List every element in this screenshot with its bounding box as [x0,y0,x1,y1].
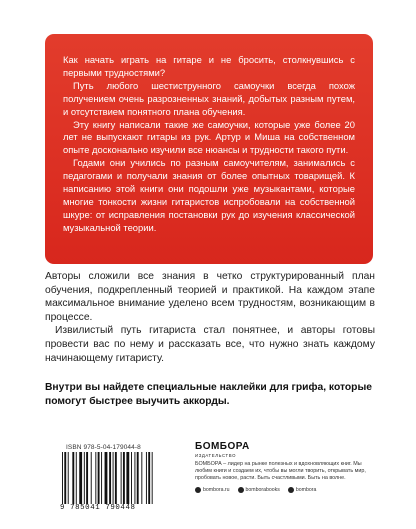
publisher-description: БОМБОРА – лидер на рынке полезных и вдохновляющих книг. Мы любим книги и создаем их, чтобы вы могли творить, открывать мир, пробовать новое, расти. Быть счастливыми. Быть на волне. [195,461,366,482]
paragraph-structure: Авторы сложили все знания в четко структурированный план обучения, подкрепленный теорией и практикой. На каждом этапе максимальное внимание уделено всем трудностям, возникающим в процессе. [45,271,375,323]
red-description-box [45,34,373,264]
publisher-logo: БОМБОРА [195,441,250,452]
paragraph-experience: Годами они учились по разным самоучителям, занимались с педагогами и получали знания от более опытных товарищей. К написанию этой книги они подошли уже музыкантами, которые многие тонкости жизни гитаристов испробовали на собственной шкуре: от исправления постановки рук до изучения классической музыкальной теории. [63,157,355,233]
publisher-subtitle: ИЗДАТЕЛЬСТВО [195,453,237,458]
publisher-social-links [195,487,385,493]
social-item-site [195,487,230,493]
main-description [45,270,375,365]
publisher-block [195,442,385,493]
paragraph-authors: Эту книгу написали такие же самоучки, которые уже более 20 лет не выпускают гитары из рук. Артур и Миша на собственном опыте досконально изучили все нюансы и трудности такого пути. [63,118,355,156]
globe-icon [195,487,201,493]
paragraph-self-taught: Путь любого шестиструнного самоучки всегда похож получением очень разрозненных знаний, добытых разным путем, и отсутствием понятного плана обучения. [63,79,355,117]
telegram-icon [288,487,294,493]
social-item-vk [238,487,280,493]
stickers-note: Внутри вы найдете специальные наклейки для грифа, которые помогут быстрее выучить аккорды. [45,382,372,407]
social-label: bomborabooks [245,487,280,494]
paragraph-path: Извилистый путь гитариста стал понятнее, и авторы готовы провести вас по нему и рассказать все, что нужно знать каждому начинающему гитаристу. [45,325,375,364]
vk-icon [238,487,244,493]
social-item-telegram [288,487,316,493]
barcode-number: 9 785041 790448 [60,504,136,512]
barcode [60,452,180,504]
social-label: bombora.ru [203,487,230,494]
social-label: bombora [295,487,317,494]
intro-question: Как начать играть на гитаре и не бросить, столкнувшись с первыми трудностями? [63,54,355,78]
isbn-label: ISBN 978-5-04-179044-8 [66,444,141,451]
